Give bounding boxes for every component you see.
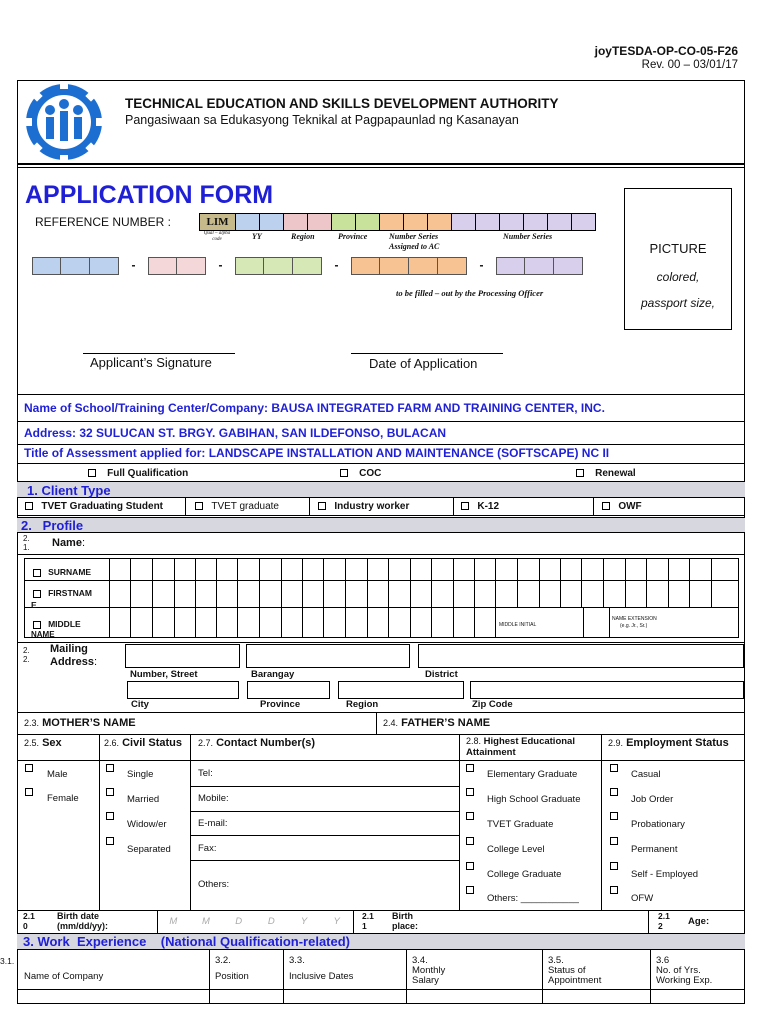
zipcode-field[interactable] [470,681,744,699]
divider [185,498,186,516]
divider [195,607,196,637]
work-col-dates: Inclusive Dates [289,971,354,982]
client-opt-label: Industry worker [334,501,410,512]
divider [216,607,217,637]
name-number: 2. 1. [23,534,30,552]
checkbox-icon[interactable] [33,621,41,629]
ref-cell[interactable] [403,214,427,230]
divider [648,910,649,933]
divider [474,559,475,607]
client-opt-label: OWF [618,501,642,512]
picture-note-2: passport size, [640,296,716,310]
birthplace-number: 2.1 1 [362,911,374,931]
divider [281,607,282,637]
divider [345,559,346,607]
client-opt-label: TVET graduate [211,501,279,512]
client-opt-label: TVET Graduating Student [41,501,164,512]
work-experience-header [17,933,745,950]
date-label: Date of Application [369,356,478,371]
city-field[interactable] [127,681,239,699]
middle-label-2: NAME [31,630,55,639]
checkbox-icon[interactable] [25,788,33,796]
agency-tagalog-name: Pangasiwaan sa Edukasyong Teknikal at Pagpapaunlad ng Kasanayan [125,113,519,127]
divider [237,559,238,607]
picture-box[interactable] [624,188,732,330]
firstname-label: FIRSTNAM [48,588,93,598]
contact-email[interactable]: E-mail: [198,818,228,829]
mailing-label-2: Address: [50,656,98,668]
divider [302,559,303,607]
school-address: Address: 32 SULUCAN ST. BRGY. GABIHAN, SAN ILDEFONSO, BULACAN [24,426,447,440]
agency-name: TECHNICAL EDUCATION AND SKILLS DEVELOPMENT AUTHORITY [125,96,559,111]
contact-tel[interactable]: Tel: [198,768,213,779]
name-grid [24,558,739,638]
surname-row [33,567,91,577]
divider [109,559,110,637]
zipcode-label: Zip Code [472,699,513,710]
employment-header: 2.9. Employment Status [608,737,729,749]
educ-opt-college-level[interactable]: College Level [466,836,474,847]
qual-coc[interactable] [340,468,381,479]
sex-header: 2.5. Sex [24,737,62,749]
ref-cell[interactable] [475,214,499,230]
checkbox-icon[interactable] [466,886,474,894]
divider [17,760,745,761]
divider [539,559,540,607]
contact-mobile[interactable]: Mobile: [198,793,229,804]
divider [345,607,346,637]
divider [689,559,690,607]
barangay-label: Barangay [251,669,295,680]
checkbox-icon[interactable] [610,788,618,796]
divider [367,607,368,637]
checkbox-icon[interactable] [610,764,618,772]
divider [17,421,745,422]
divider [625,559,626,607]
mailing-label: Mailing [50,643,88,655]
client-opt-owf[interactable] [602,501,642,512]
ref-cell[interactable] [523,214,547,230]
picture-title: PICTURE [649,241,707,256]
work-col-status: Status of Appointment [548,965,602,986]
province-field[interactable] [247,681,330,699]
age-number: 2.1 2 [658,911,670,931]
ref-cell[interactable] [427,214,451,230]
checkbox-icon[interactable] [466,764,474,772]
ref-cell[interactable] [571,214,595,230]
document-code: joyTESDA-OP-CO-05-F26 [594,44,738,58]
emp-opt-probationary[interactable]: Probationary [610,811,618,822]
firstname-row [33,588,92,598]
divider [281,559,282,607]
birth-month-1: M [169,916,178,927]
divider [517,559,518,607]
divider [593,498,594,516]
divider [601,734,602,910]
school-name: Name of School/Training Center/Company: BAUSA INTEGRATED FARM AND TRAINING CENTER, INC. [24,401,605,415]
divider [453,559,454,607]
divider [431,607,432,637]
qual-renewal-label: Renewal [595,468,636,479]
divider [17,734,745,735]
assessment-title: Title of Assessment applied for: LANDSCAPE INSTALLATION AND MAINTENANCE (SOFTSCAPE) NC II [24,446,610,460]
ref-cell[interactable] [379,214,403,230]
checkbox-icon[interactable] [318,502,326,510]
checkbox-icon[interactable] [610,812,618,820]
work-col-num: 3.3. [289,955,305,966]
date-line[interactable] [351,353,503,354]
divider [583,607,584,637]
street-field[interactable] [125,644,240,668]
sex-opt-male[interactable]: Male [25,763,33,774]
ref-cell[interactable] [283,214,307,230]
birth-year-1: Y [300,916,308,927]
ref-sub-province: Province [338,232,368,241]
divider [453,607,454,637]
civil-opt-married[interactable]: Married [106,787,114,798]
ref-cell[interactable] [331,214,355,230]
divider [388,559,389,607]
divider [195,559,196,607]
header-divider-2 [17,167,745,168]
contact-others[interactable]: Others: [198,879,230,890]
work-col-num: 3.4. [412,955,428,966]
emp-opt-casual[interactable]: Casual [610,763,618,774]
work-col-company: Name of Company [24,971,104,982]
educ-opt-others[interactable]: Others: ___________ [466,885,474,896]
client-opt-k12[interactable] [461,501,499,512]
checkbox-icon[interactable] [602,502,610,510]
ref-cell[interactable] [451,214,475,230]
ref-sub-region: Region [291,232,315,241]
client-opt-tvet-graduating[interactable] [25,501,163,512]
birth-year-2: Y [333,916,340,927]
divider [17,642,745,643]
checkbox-icon[interactable] [33,569,41,577]
dash: - [131,258,136,272]
divider [323,607,324,637]
divider [388,607,389,637]
checkbox-icon[interactable] [33,590,41,598]
educ-opt-highschool[interactable]: High School Graduate [466,787,474,798]
checkbox-icon[interactable] [340,469,348,477]
client-type-title: 1. Client Type [27,483,111,498]
ref-cell[interactable] [235,214,259,230]
name-label: Name: [52,537,86,549]
checkbox-icon[interactable] [466,812,474,820]
work-experience-row[interactable] [18,990,744,1003]
divider [17,444,745,445]
ref-cell[interactable] [499,214,523,230]
work-col-position: Position [215,971,249,982]
birthdate-number: 2.1 0 [23,911,35,931]
form-title: APPLICATION FORM [25,181,274,209]
divider [646,559,647,607]
middle-initial-label: MIDDLE INITIAL [499,622,537,628]
ref-sub-series-ac: Number Series Assigned to AC [389,232,440,251]
checkbox-icon[interactable] [610,862,618,870]
dash: - [334,258,339,272]
province-label: Province [260,699,301,710]
birthdate-field[interactable] [157,910,353,933]
birthplace-label: Birth place: [392,911,419,931]
divider [259,607,260,637]
divider [190,734,191,910]
divider [216,559,217,607]
barangay-field[interactable] [246,644,410,668]
work-col-num: 3.1. [0,956,15,966]
client-opt-label: K-12 [477,501,500,512]
divider [410,607,411,637]
region-field[interactable] [338,681,464,699]
divider [99,734,100,910]
ref-cell[interactable] [307,214,331,230]
tesda-logo-icon [23,82,105,162]
divider [353,910,354,933]
checkbox-icon[interactable] [466,862,474,870]
divider [190,835,459,836]
checkbox-icon[interactable] [576,469,584,477]
work-col-num: 3.6 [656,955,670,966]
reference-number-label: REFERENCE NUMBER : [35,215,172,229]
education-header: 2.8. Highest Educational Attainment [466,736,575,758]
divider [309,498,310,516]
divider [453,498,454,516]
work-experience-title: 3. Work Experience (National Qualification-related) [23,934,351,949]
middle-label: MIDDLE [48,619,81,629]
divider [495,559,496,607]
divider [190,811,459,812]
processing-note: to be filled – out by the Processing Officer [396,288,544,298]
city-label: City [131,699,149,710]
profile-header [17,517,745,533]
divider [668,559,669,607]
qual-full[interactable] [88,468,188,479]
divider [174,607,175,637]
surname-label: SURNAME [48,567,92,577]
revision-label: Rev. 00 – 03/01/17 [641,59,738,71]
emp-opt-permanent[interactable]: Permanent [610,836,618,847]
ref-sub-qual: Qual – alpha code [203,231,231,242]
sex-opt-female[interactable]: Female [25,787,33,798]
signature-label: Applicant’s Signature [90,355,212,370]
civil-opt-widow[interactable]: Widow/er [106,811,114,822]
client-type-row [17,498,745,516]
divider [130,559,131,607]
birthdate-label: Birth date (mm/dd/yy): [57,911,109,931]
contact-fax[interactable]: Fax: [198,843,217,854]
divider [17,554,745,555]
middle-row [33,619,81,629]
divider [302,607,303,637]
divider [711,559,712,607]
divider [17,394,745,395]
divider [431,559,432,607]
client-opt-industry-worker[interactable] [318,501,409,512]
civil-status-header: 2.6. Civil Status [104,737,182,749]
mailing-number: 2. 2. [23,646,30,664]
emp-opt-job-order[interactable]: Job Order [610,787,618,798]
educ-opt-elementary[interactable]: Elementary Graduate [466,763,474,774]
qual-renewal[interactable] [576,468,636,479]
birth-day-2: D [267,916,275,927]
checkbox-icon[interactable] [25,764,33,772]
client-opt-tvet-graduate[interactable] [195,501,279,512]
divider [367,559,368,607]
civil-opt-separated[interactable]: Separated [106,836,114,847]
checkbox-icon[interactable] [106,837,114,845]
street-label: Number, Street [130,669,198,680]
divider [152,559,153,607]
checkbox-icon[interactable] [466,837,474,845]
divider [376,712,377,734]
ref-sub-series: Number Series [503,232,553,241]
educ-opt-college-grad[interactable]: College Graduate [466,861,474,872]
checkbox-icon[interactable] [106,812,114,820]
ref-cell[interactable] [547,214,571,230]
divider [609,607,610,637]
work-col-years: No. of Yrs. Working Exp. [656,965,713,986]
divider [17,463,745,464]
civil-opt-single[interactable]: Single [106,763,114,774]
divider [410,559,411,607]
name-extension-example: (e.g. Jr., Sr.) [620,623,648,629]
divider [603,559,604,607]
emp-opt-self-employed[interactable]: Self - Employed [610,861,618,872]
divider [25,580,738,581]
dash: - [218,258,223,272]
work-col-salary: Monthly Salary [412,965,446,986]
divider [190,786,459,787]
father-name-field[interactable]: 2.4. FATHER’S NAME [383,717,491,729]
qual-full-label: Full Qualification [107,468,189,479]
work-col-num: 3.2. [215,955,231,966]
checkbox-icon[interactable] [106,764,114,772]
age-label[interactable]: Age: [688,916,710,927]
checkbox-icon[interactable] [195,502,203,510]
ref-cell[interactable] [355,214,379,230]
divider [190,860,459,861]
educ-opt-tvet[interactable]: TVET Graduate [466,811,474,822]
picture-note-1: colored, [656,270,700,284]
birth-day-1: D [235,916,243,927]
divider [152,607,153,637]
signature-line[interactable] [83,353,235,354]
mother-name-field[interactable]: 2.3. MOTHER’S NAME [24,717,136,729]
divider [459,734,460,910]
dash: - [479,258,484,272]
qual-coc-label: COC [359,468,382,479]
processing-cells [32,257,583,275]
divider [323,559,324,607]
divider [237,607,238,637]
reference-prefix: LIM [200,214,235,230]
divider [560,559,561,607]
ref-sub-yy: YY [252,232,262,241]
ref-cell[interactable] [259,214,283,230]
divider [495,607,496,637]
firstname-label-2: E [31,600,37,610]
work-col-num: 3.5. [548,955,564,966]
district-field[interactable] [418,644,744,668]
checkbox-icon[interactable] [88,469,96,477]
client-type-header [17,481,745,498]
region-label: Region [346,699,379,710]
header-divider [17,163,745,165]
reference-number-cells [199,213,596,231]
checkbox-icon[interactable] [610,837,618,845]
divider [259,559,260,607]
profile-title: 2. Profile [21,518,84,533]
divider [474,607,475,637]
birth-month-2: M [202,916,210,927]
checkbox-icon[interactable] [25,502,33,510]
divider [581,559,582,607]
divider [25,607,738,608]
name-colon: : [81,537,86,549]
emp-opt-ofw[interactable]: OFW [610,885,618,896]
divider [174,559,175,607]
divider [130,607,131,637]
checkbox-icon[interactable] [106,788,114,796]
contact-header: 2.7. Contact Number(s) [198,737,316,749]
name-extension-label: NAME EXTENSION [612,616,657,622]
checkbox-icon[interactable] [461,502,469,510]
birthplace-field[interactable] [425,911,647,932]
divider [17,712,745,713]
checkbox-icon[interactable] [610,886,618,894]
checkbox-icon[interactable] [466,788,474,796]
district-label: District [425,669,458,680]
